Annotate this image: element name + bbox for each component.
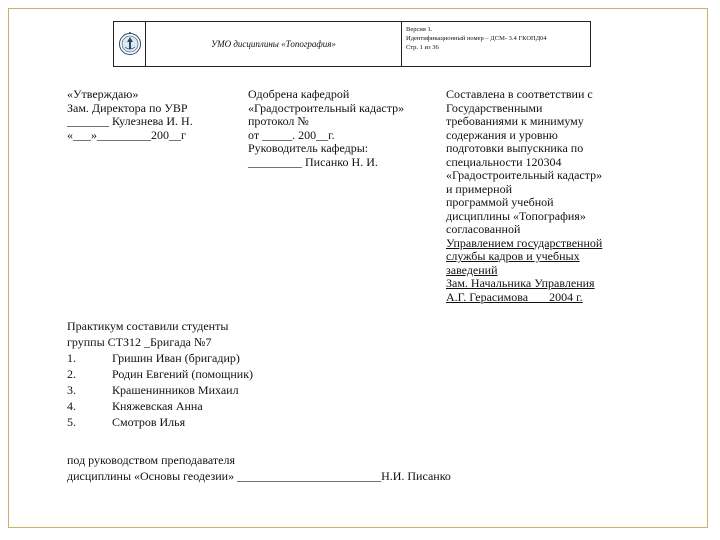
team-member-name: Смотров Илья <box>112 415 186 429</box>
team-member <box>67 366 253 382</box>
department-line: от _____. 200__г. <box>248 127 335 142</box>
standard-underlined-line: Управлением государственной <box>446 235 603 250</box>
standard-line: специальности 120304 <box>446 154 562 169</box>
supervisor-line: под руководством преподавателя <box>67 453 235 467</box>
department-block <box>248 88 404 169</box>
standard-line: «Градостроительный кадастр» <box>446 168 603 182</box>
team-member-name: Княжевская Анна <box>112 399 203 413</box>
team-member-number: 3. <box>67 383 76 397</box>
team-member-name: Гришин Иван (бригадир) <box>112 351 240 365</box>
department-line: Руководитель кафедры: <box>248 141 369 155</box>
standard-underlined-line: А.Г. Герасимова 2004 г. <box>446 289 583 304</box>
standard-line: программой учебной <box>446 195 554 209</box>
university-seal-icon <box>118 30 142 58</box>
standard-line: дисциплины «Топография» <box>446 208 586 223</box>
header-title: УМО дисциплины «Топография» <box>146 22 402 66</box>
approval-line: _______ Кулезнева И. Н. <box>67 114 193 128</box>
standard-underlined-line: заведений <box>446 262 498 277</box>
standard-line: и примерной <box>446 181 513 196</box>
standard-line: подготовки выпускника по <box>446 141 584 155</box>
standard-line: Составлена в соответствии с <box>446 87 593 101</box>
team-member-name: Родин Евгений (помощник) <box>112 367 254 381</box>
team-member-name: Крашенинников Михаил <box>112 383 239 397</box>
header-meta <box>402 22 590 66</box>
standard-underlined-line: службы кадров и учебных <box>446 249 580 263</box>
team-member-number: 2. <box>67 367 76 381</box>
standard-line: требованиями к минимуму <box>446 114 584 128</box>
standard-underlined-line: Зам. Начальника Управления <box>446 276 595 290</box>
team-member <box>67 382 253 398</box>
team-member-number: 5. <box>67 415 76 429</box>
logo-cell <box>114 22 146 66</box>
team-member <box>67 350 253 366</box>
team-member-number: 1. <box>67 351 76 365</box>
standard-line: согласованной <box>446 222 521 236</box>
header-version: Версия 1. <box>406 26 433 33</box>
document-header <box>113 21 591 67</box>
approval-line: «Утверждаю» <box>67 87 139 101</box>
standard-line: содержания и уровню <box>446 127 558 142</box>
team-member-number: 4. <box>67 399 76 413</box>
team-member <box>67 398 253 414</box>
page-frame <box>8 8 708 528</box>
approval-line: «___»_________200__г <box>67 127 186 142</box>
header-page: Стр. 1 из 36 <box>406 44 439 51</box>
supervisor-block <box>67 452 451 484</box>
department-line: Одобрена кафедрой <box>248 87 350 101</box>
team-intro-line: группы СТЗ12 _Бригада №7 <box>67 335 212 349</box>
standard-block <box>446 88 602 304</box>
department-line: _________ Писанко Н. И. <box>248 154 378 169</box>
header-id: Идентификационный номер – ДСМ- 3.4 ГКОПД04 <box>406 35 547 42</box>
department-line: «Градостроительный кадастр» <box>248 100 405 115</box>
approval-block <box>67 88 193 142</box>
standard-line: Государственными <box>446 100 543 115</box>
supervisor-line: дисциплины «Основы геодезии» ________________________Н.И. Писанко <box>67 469 451 483</box>
team-block <box>67 318 253 430</box>
team-intro-line: Практикум составили студенты <box>67 319 229 333</box>
approval-line: Зам. Директора по УВР <box>67 100 188 115</box>
team-member <box>67 414 253 430</box>
department-line: протокол № <box>248 114 309 128</box>
